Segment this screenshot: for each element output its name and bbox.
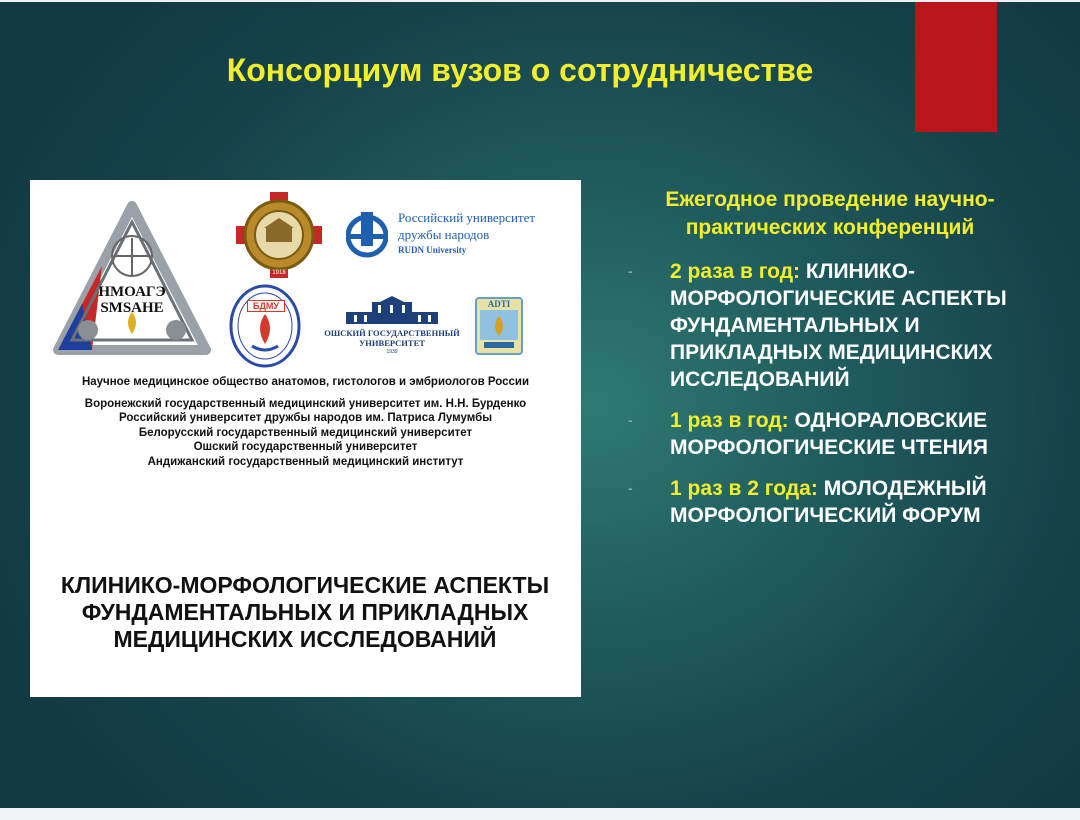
- dash-bullet-icon: -: [628, 412, 633, 428]
- vsmu-seal-icon: [236, 192, 322, 278]
- organization-line: Научное медицинское общество анатомов, гистологов и эмбриологов России: [81, 376, 530, 388]
- dash-bullet-icon: -: [628, 263, 633, 279]
- organization-line: Ошский государственный университет: [193, 441, 418, 453]
- adti-abbreviation: ADTI: [487, 299, 511, 309]
- osh-name-line2: УНИВЕРСИТЕТ: [359, 338, 425, 348]
- rudn-logo: [346, 208, 546, 264]
- organization-line: Андижанский государственный медицинский институт: [147, 455, 464, 468]
- osh-year: 1939: [386, 349, 398, 355]
- list-item: [628, 475, 1048, 529]
- organization-list: [30, 375, 581, 469]
- conference-title: КЛИНИКО-МОРФОЛОГИЧЕСКИЕ АСПЕКТЫ ФУНДАМЕНТАЛЬНЫХ И ПРИКЛАДНЫХ МЕДИЦИНСКИХ ИССЛЕДОВАНИЙ: [60, 572, 550, 652]
- conference-schedule-list: [628, 258, 1048, 543]
- list-item: [628, 258, 1048, 393]
- smsahe-logo-text: НМОАГЭ SMSAHE: [98, 284, 166, 316]
- adti-logo: [474, 296, 524, 356]
- red-accent-block: [915, 2, 997, 132]
- rudn-name-line2: дружбы народов: [398, 227, 490, 242]
- slide-title: Консорциум вузов о сотрудничестве: [226, 52, 814, 88]
- rudn-name-line3: RUDN University: [398, 245, 467, 255]
- conference-card: [30, 180, 581, 697]
- vsmu-year: 1918: [272, 270, 286, 276]
- rudn-name-line1: Российский университет: [398, 210, 536, 225]
- conference-name: КЛИНИКО-МОРФОЛОГИЧЕСКИЕ АСПЕКТЫ ФУНДАМЕНТАЛЬНЫХ И ПРИКЛАДНЫХ МЕДИЦИНСКИХ ИССЛЕДОВАНИЙ: [670, 260, 1007, 391]
- osh-name-line1: ОШСКИЙ ГОСУДАРСТВЕННЫЙ: [324, 328, 460, 338]
- vsmu-seal-logo: [236, 192, 322, 278]
- conference-name: МОЛОДЕЖНЫЙ МОРФОЛОГИЧЕСКИЙ ФОРУМ: [670, 477, 987, 527]
- bottom-strip: [0, 808, 1080, 820]
- bsmu-emblem-icon: [228, 280, 302, 368]
- osh-building-icon: [342, 296, 442, 326]
- organization-line: Белорусский государственный медицинский университет: [138, 426, 473, 439]
- conference-name: ОДНОРАЛОВСКИЕ МОРФОЛОГИЧЕСКИЕ ЧТЕНИЯ: [670, 409, 988, 459]
- smsahe-logo: [52, 200, 212, 360]
- frequency-label: 2 раза в год:: [670, 260, 801, 283]
- dash-bullet-icon: -: [628, 480, 633, 496]
- organization-line: Воронежский государственный медицинский университет им. Н.Н. Бурденко: [84, 397, 527, 410]
- organization-line: Российский университет дружбы народов им. Патриса Лумумбы: [118, 412, 493, 424]
- frequency-label: 1 раз в год:: [670, 409, 789, 432]
- osh-university-logo: [322, 296, 462, 356]
- frequency-label: 1 раз в 2 года:: [670, 477, 818, 500]
- slide: [0, 2, 1080, 808]
- conferences-heading: Ежегодное проведение научно-практических конференций: [665, 188, 995, 239]
- list-item: [628, 407, 1048, 461]
- bsmu-abbreviation: БДМУ: [247, 300, 285, 312]
- rudn-globe-icon: [346, 210, 388, 258]
- smsahe-triangle-icon: [52, 200, 212, 360]
- bsmu-logo: [228, 280, 302, 368]
